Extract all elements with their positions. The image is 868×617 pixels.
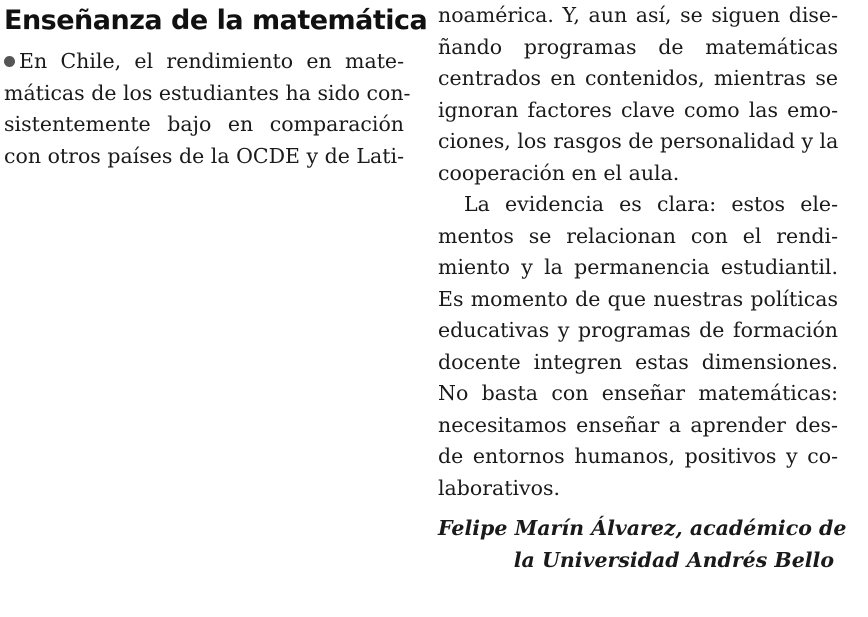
body-line xyxy=(4,46,404,78)
bullet-icon xyxy=(4,56,15,67)
body-line: cooperación en el aula. xyxy=(438,160,680,185)
body-line: con otros países de la OCDE y de Lati- xyxy=(4,143,404,168)
body-line: mentos se relacionan con el rendi- xyxy=(438,223,838,248)
author-byline: Felipe Marín Álvarez, académico de xyxy=(438,516,847,540)
article-body-start xyxy=(4,46,411,172)
article-paragraph-2 xyxy=(438,189,838,504)
body-line: Es momento de que nuestras políticas xyxy=(438,286,838,311)
body-line: No basta con enseñar matemáticas: xyxy=(438,381,838,405)
body-line-text: En Chile, el rendimiento en mate- xyxy=(19,49,404,73)
body-line: máticas de los estudiantes ha sido con- xyxy=(4,80,411,105)
body-line: educativas y programas de formación xyxy=(438,318,838,342)
body-line: necesitamos enseñar a aprender des- xyxy=(438,412,838,437)
body-line: de entornos humanos, positivos y co- xyxy=(438,444,838,468)
article-paragraph-1 xyxy=(438,0,838,189)
left-column xyxy=(4,0,428,172)
body-line: miento y la permanencia estudiantil. xyxy=(438,255,838,279)
body-line: La evidencia es clara: estos ele- xyxy=(464,192,838,216)
right-column xyxy=(438,0,847,576)
article-headline: Enseñanza de la matemática xyxy=(4,5,428,36)
body-line: sistentemente bajo en comparación xyxy=(4,112,404,136)
body-line: centrados en contenidos, mientras se xyxy=(438,66,838,90)
body-line: ignoran factores clave como las emo- xyxy=(438,97,838,122)
body-line: noamérica. Y, aun así, se siguen dise- xyxy=(438,3,838,27)
body-line: laborativos. xyxy=(438,475,561,500)
author-affiliation: la Universidad Andrés Bello xyxy=(513,547,834,572)
body-line: ciones, los rasgos de personalidad y la xyxy=(438,129,839,153)
body-line: ñando programas de matemáticas xyxy=(438,34,838,59)
body-line: docente integren estas dimensiones. xyxy=(438,349,838,374)
